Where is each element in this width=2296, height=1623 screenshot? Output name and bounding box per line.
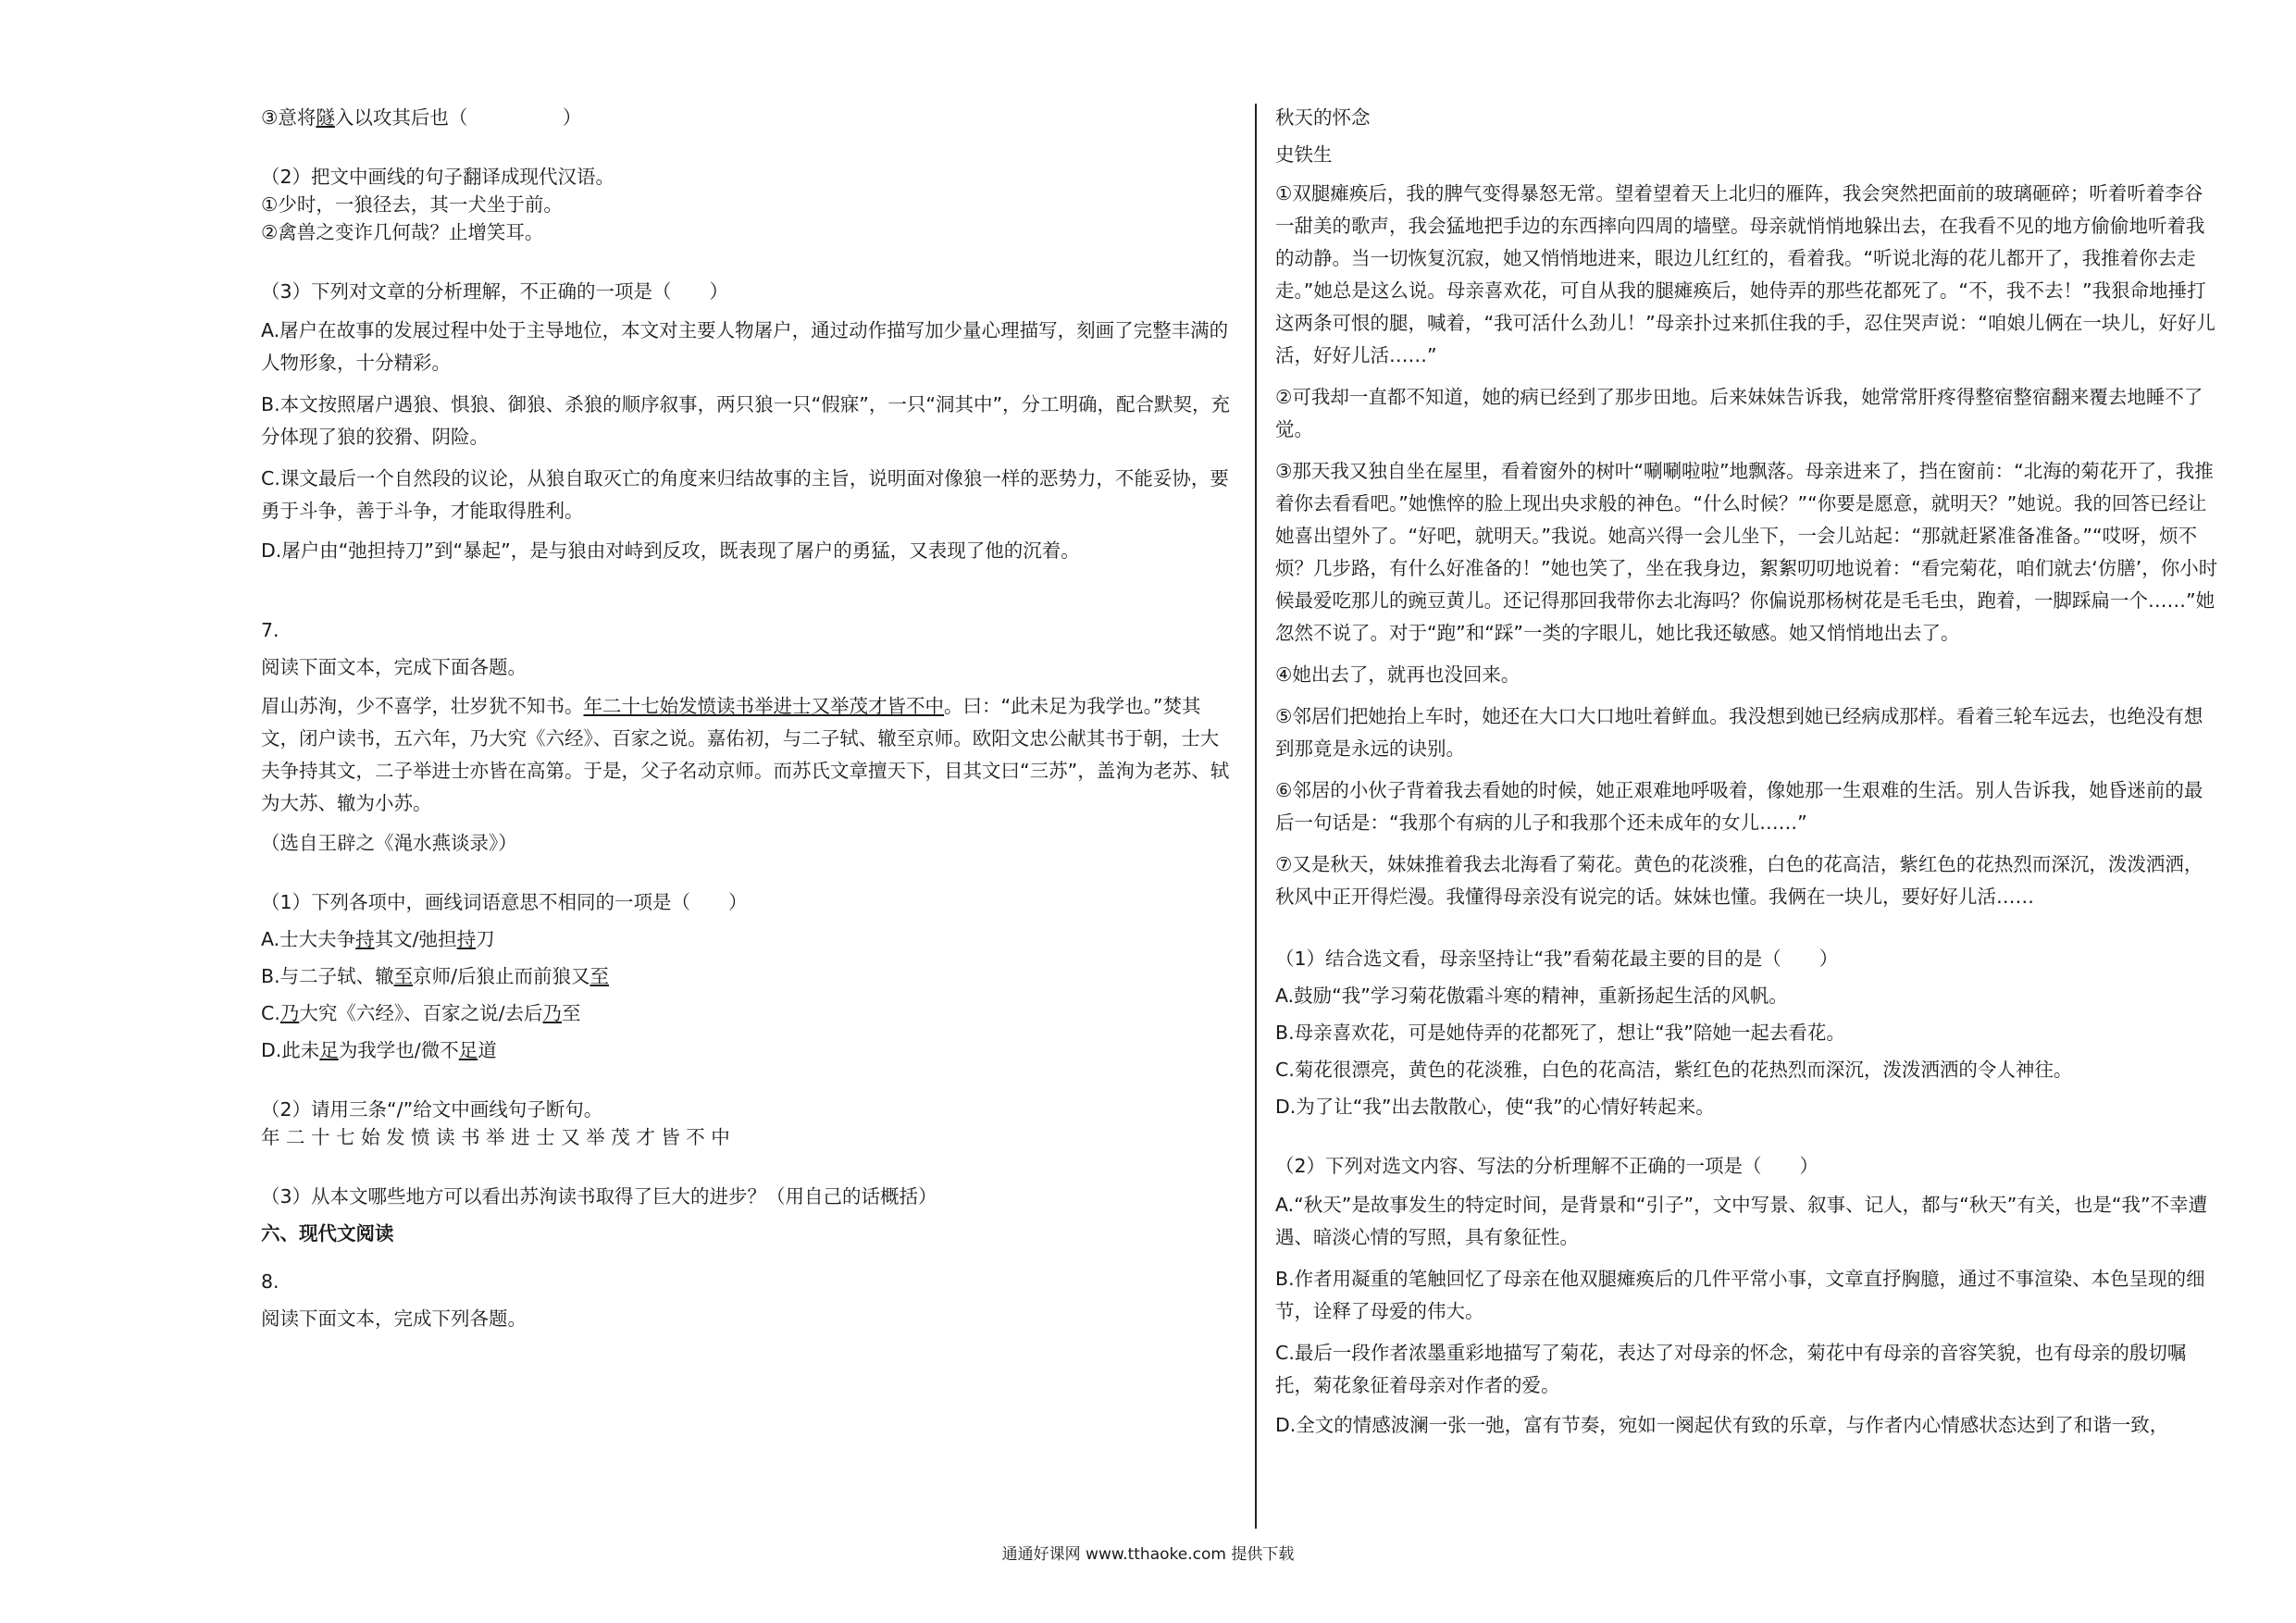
r-sub1-option-d: D.为了让“我”出去散散心，使“我”的心情好转起来。	[1275, 1096, 1715, 1118]
q7-number: 7.	[261, 619, 279, 641]
paragraph-5: ⑤邻居们把她抬上车时，她还在大口大口地吐着鲜血。我没想到她已经病成那样。看着三轮车远去，也绝没有想到那竟是永远的诀别。	[1275, 705, 2203, 760]
q7-sub1-option-d: D.此未足为我学也/微不足道	[261, 1039, 497, 1061]
left-column	[261, 104, 1233, 1332]
q6-sub3-option-d: D.屠户由“弛担持刀”到“暴起”，是与狼由对峙到反攻，既表现了屠户的勇猛，又表现了他的沉着。	[261, 539, 1080, 562]
paragraph-3: ③那天我又独自坐在屋里，看着窗外的树叶“唰唰啦啦”地飘落。母亲进来了，挡在窗前：“北海的菊花开了，我推着你去看看吧。”她憔悴的脸上现出央求般的神色。“什么时候？”“你要是愿意，就明天？”她说。我的回答已经让她喜出望外了。“好吧，就明天。”我说。她高兴得一会儿坐下，一会儿站起：“那就赶紧准备准备。”“哎呀，烦不烦？几步路，有什么好准备的！”她也笑了，坐在我身边，絮絮叨叨地说着：“看完菊花，咱们就去‘仿膳’，你小时候最爱吃那儿的豌豆黄儿。还记得那回我带你去北海吗？你偏说那杨树花是毛毛虫，跑着，一脚踩扁一个……”她忽然不说了。对于“跑”和“踩”一类的字眼儿，她比我还敏感。她又悄悄地出去了。	[1275, 460, 2218, 644]
r-sub2-option-a: A.“秋天”是故事发生的特定时间，是背景和“引子”，文中写景、叙事、记人，都与“秋天”有关，也是“我”不幸遭遇、暗淡心情的写照，具有象征性。	[1275, 1194, 2208, 1248]
q6-sub3-option-b: B.本文按照屠户遇狼、惧狼、御狼、杀狼的顺序叙事，两只狼一只“假寐”，一只“洞其中”，分工明确，配合默契，充分体现了狼的狡猾、阴险。	[261, 393, 1231, 448]
column-divider	[1255, 104, 1257, 1529]
q7-passage: 眉山苏洵，少不喜学，壮岁犹不知书。年二十七始发愤读书举进士又举茂才皆不中。曰：“此未足为我学也。”焚其文，闭户读书，五六年，乃大究《六经》、百家之说。嘉佑初，与二子轼、辙至京师。欧阳文忠公献其书于朝，士大夫争持其文，二子举进士亦皆在高第。于是，父子名动京师。而苏氏文章擅天下，目其文曰“三苏”，盖洵为老苏、轼为大苏、辙为小苏。	[261, 695, 1230, 814]
q8-number: 8.	[261, 1270, 279, 1293]
r-sub2-option-b: B.作者用凝重的笔触回忆了母亲在他双腿瘫痪后的几件平常小事，文章直抒胸臆，通过不事渲染、本色呈现的细节，诠释了母爱的伟大。	[1275, 1268, 2205, 1322]
passage-author: 史铁生	[1275, 143, 1333, 166]
q7-instruction: 阅读下面文本，完成下面各题。	[261, 656, 527, 678]
r-sub1-option-b: B.母亲喜欢花，可是她侍弄的花都死了，想让“我”陪她一起去看花。	[1275, 1022, 1845, 1044]
q6-sub3-option-c: C.课文最后一个自然段的议论，从狼自取灭亡的角度来归结故事的主旨，说明面对像狼一样的恶势力，不能妥协，要勇于斗争，善于斗争，才能取得胜利。	[261, 467, 1229, 522]
q6-sub2-prompt: （2）把文中画线的句子翻译成现代汉语。	[261, 166, 615, 188]
q7-sub1-option-a: A.士大夫争持其文/弛担持刀	[261, 928, 495, 950]
q7-sub1-prompt: （1）下列各项中，画线词语意思不相同的一项是（ ）	[261, 891, 748, 913]
section-heading: 六、现代文阅读	[261, 1222, 394, 1245]
r-sub1-prompt: （1）结合选文看，母亲坚持让“我”看菊花最主要的目的是（ ）	[1275, 948, 1839, 970]
q6-sub2-sentence-2: ②禽兽之变诈几何哉？止增笑耳。	[261, 221, 544, 243]
passage-title: 秋天的怀念	[1275, 106, 1371, 129]
r-sub2-option-d: D.全文的情感波澜一张一弛，富有节奏，宛如一阕起伏有致的乐章，与作者内心情感状态达到了和谐一致，	[1275, 1414, 2169, 1436]
q7-source: （选自王辟之《渑水燕谈录》）	[261, 832, 517, 854]
q7-sub2-line: 年 二 十 七 始 发 愤 读 书 举 进 士 又 举 茂 才 皆 不 中	[261, 1126, 730, 1148]
q7-sub1-option-b: B.与二子轼、辙至京师/后狼止而前狼又至	[261, 965, 609, 987]
right-column	[1275, 104, 2219, 1439]
r-sub2-option-c: C.最后一段作者浓墨重彩地描写了菊花，表达了对母亲的怀念，菊花中有母亲的音容笑貌，也有母亲的殷切嘱托，菊花象征着母亲对作者的爱。	[1275, 1342, 2187, 1396]
q6-sub2-sentence-1: ①少时，一狼径去，其一犬坐于前。	[261, 193, 563, 216]
q6-sub3-prompt: （3）下列对文章的分析理解，不正确的一项是（ ）	[261, 280, 729, 303]
q8-instruction: 阅读下面文本，完成下列各题。	[261, 1307, 527, 1330]
q7-sub3-prompt: （3）从本文哪些地方可以看出苏洵读书取得了巨大的进步？（用自己的话概括）	[261, 1185, 937, 1208]
paragraph-6: ⑥邻居的小伙子背着我去看她的时候，她正艰难地呼吸着，像她那一生艰难的生活。别人告诉我，她昏迷前的最后一句话是：“我那个有病的儿子和我那个还未成年的女儿……”	[1275, 779, 2203, 834]
q6-sub3-option-a: A.屠户在故事的发展过程中处于主导地位，本文对主要人物屠户，通过动作描写加少量心理描写，刻画了完整丰满的人物形象，十分精彩。	[261, 319, 1229, 374]
r-sub1-option-a: A.鼓励“我”学习菊花傲霜斗寒的精神，重新扬起生活的风帆。	[1275, 985, 1788, 1007]
page-footer: 通通好课网 www.tthaoke.com 提供下载	[1001, 1545, 1295, 1564]
q6-item3: ③意将隧入以攻其后也（ ）	[261, 106, 582, 129]
q7-sub2-prompt: （2）请用三条“/”给文中画线句子断句。	[261, 1098, 603, 1121]
r-sub1-option-c: C.菊花很漂亮，黄色的花淡雅，白色的花高洁，紫红色的花热烈而深沉，泼泼洒洒的令人神往。	[1275, 1059, 2073, 1081]
r-sub2-prompt: （2）下列对选文内容、写法的分析理解不正确的一项是（ ）	[1275, 1155, 1819, 1177]
paragraph-7: ⑦又是秋天，妹妹推着我去北海看了菊花。黄色的花淡雅，白色的花高洁，紫红色的花热烈而深沉，泼泼洒洒，秋风中正开得烂漫。我懂得母亲没有说完的话。妹妹也懂。我俩在一块儿，要好好儿活……	[1275, 853, 2203, 908]
paragraph-2: ②可我却一直都不知道，她的病已经到了那步田地。后来妹妹告诉我，她常常肝疼得整宿整宿翻来覆去地睡不了觉。	[1275, 386, 2203, 440]
q7-underlined-sentence: 年二十七始发愤读书举进士又举茂才皆不中	[583, 695, 944, 717]
q7-sub1-option-c: C.乃大究《六经》、百家之说/去后乃至	[261, 1002, 581, 1024]
paragraph-4: ④她出去了，就再也没回来。	[1275, 663, 1520, 686]
paragraph-1: ①双腿瘫痪后，我的脾气变得暴怒无常。望着望着天上北归的雁阵，我会突然把面前的玻璃砸碎；听着听着李谷一甜美的歌声，我会猛地把手边的东西摔向四周的墙壁。母亲就悄悄地躲出去，在我看不见的地方偷偷地听着我的动静。当一切恢复沉寂，她又悄悄地进来，眼边儿红红的，看着我。“听说北海的花儿都开了，我推着你去走走。”她总是这么说。母亲喜欢花，可自从我的腿瘫痪后，她侍弄的那些花都死了。“不，我不去！”我狠命地捶打这两条可恨的腿，喊着，“我可活什么劲儿！”母亲扑过来抓住我的手，忍住哭声说：“咱娘儿俩在一块儿，好好儿活，好好儿活……”	[1275, 182, 2215, 366]
